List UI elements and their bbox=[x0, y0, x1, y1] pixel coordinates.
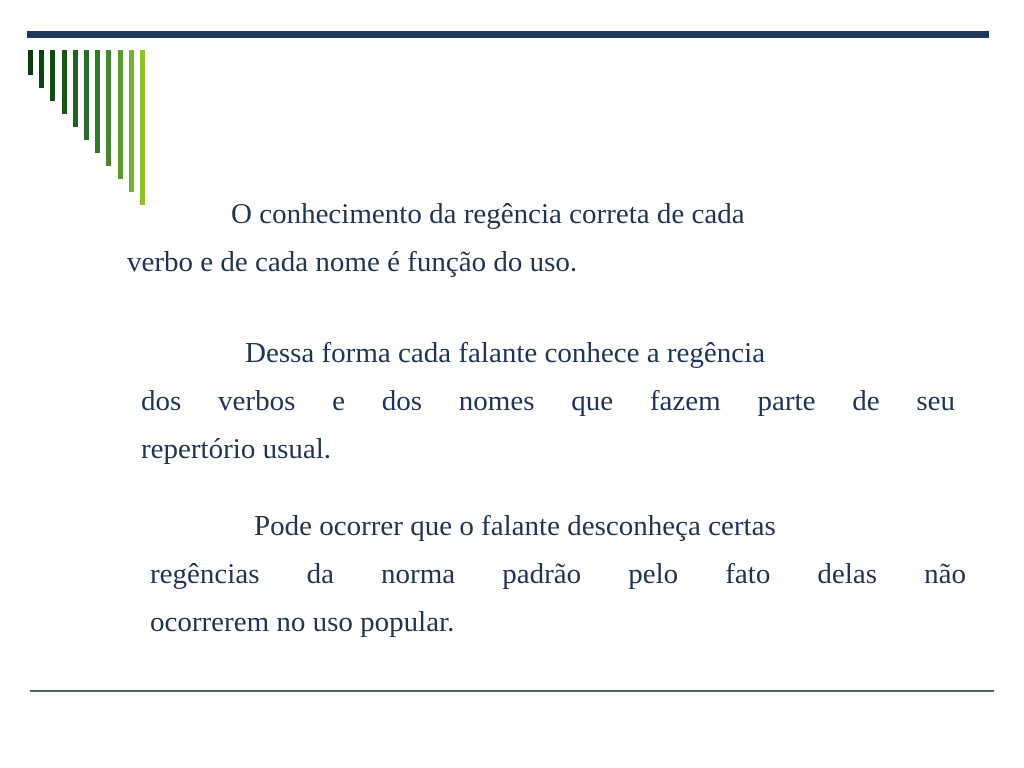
paragraph-line: Pode ocorrer que o falante desconheça certas bbox=[254, 510, 776, 542]
paragraph-line: O conhecimento da regência correta de cada bbox=[231, 198, 745, 230]
paragraph-1 bbox=[127, 190, 937, 286]
paragraph-line: verbo e de cada nome é função do uso. bbox=[127, 246, 578, 278]
stripe-8 bbox=[106, 50, 111, 166]
stripe-11 bbox=[140, 50, 145, 205]
stripe-10 bbox=[129, 50, 134, 192]
paragraph-line: repertório usual. bbox=[141, 433, 332, 465]
stripe-9 bbox=[118, 50, 123, 179]
stripe-5 bbox=[73, 50, 78, 127]
stripe-7 bbox=[95, 50, 100, 153]
paragraph-line: Dessa forma cada falante conhece a regência bbox=[245, 337, 766, 369]
paragraph-line: regências da norma padrão pelo fato delas não bbox=[150, 558, 966, 590]
paragraph-2 bbox=[141, 329, 955, 473]
decorative-stripes bbox=[0, 0, 200, 220]
paragraph-line: ocorrerem no uso popular. bbox=[150, 606, 455, 638]
paragraph-3 bbox=[150, 502, 966, 646]
paragraph-line: dos verbos e dos nomes que fazem parte de seu bbox=[141, 385, 955, 417]
stripe-2 bbox=[39, 50, 44, 88]
stripe-1 bbox=[28, 50, 33, 75]
bottom-rule bbox=[30, 690, 994, 692]
stripe-3 bbox=[50, 50, 55, 101]
stripe-4 bbox=[62, 50, 67, 114]
stripe-6 bbox=[84, 50, 89, 140]
